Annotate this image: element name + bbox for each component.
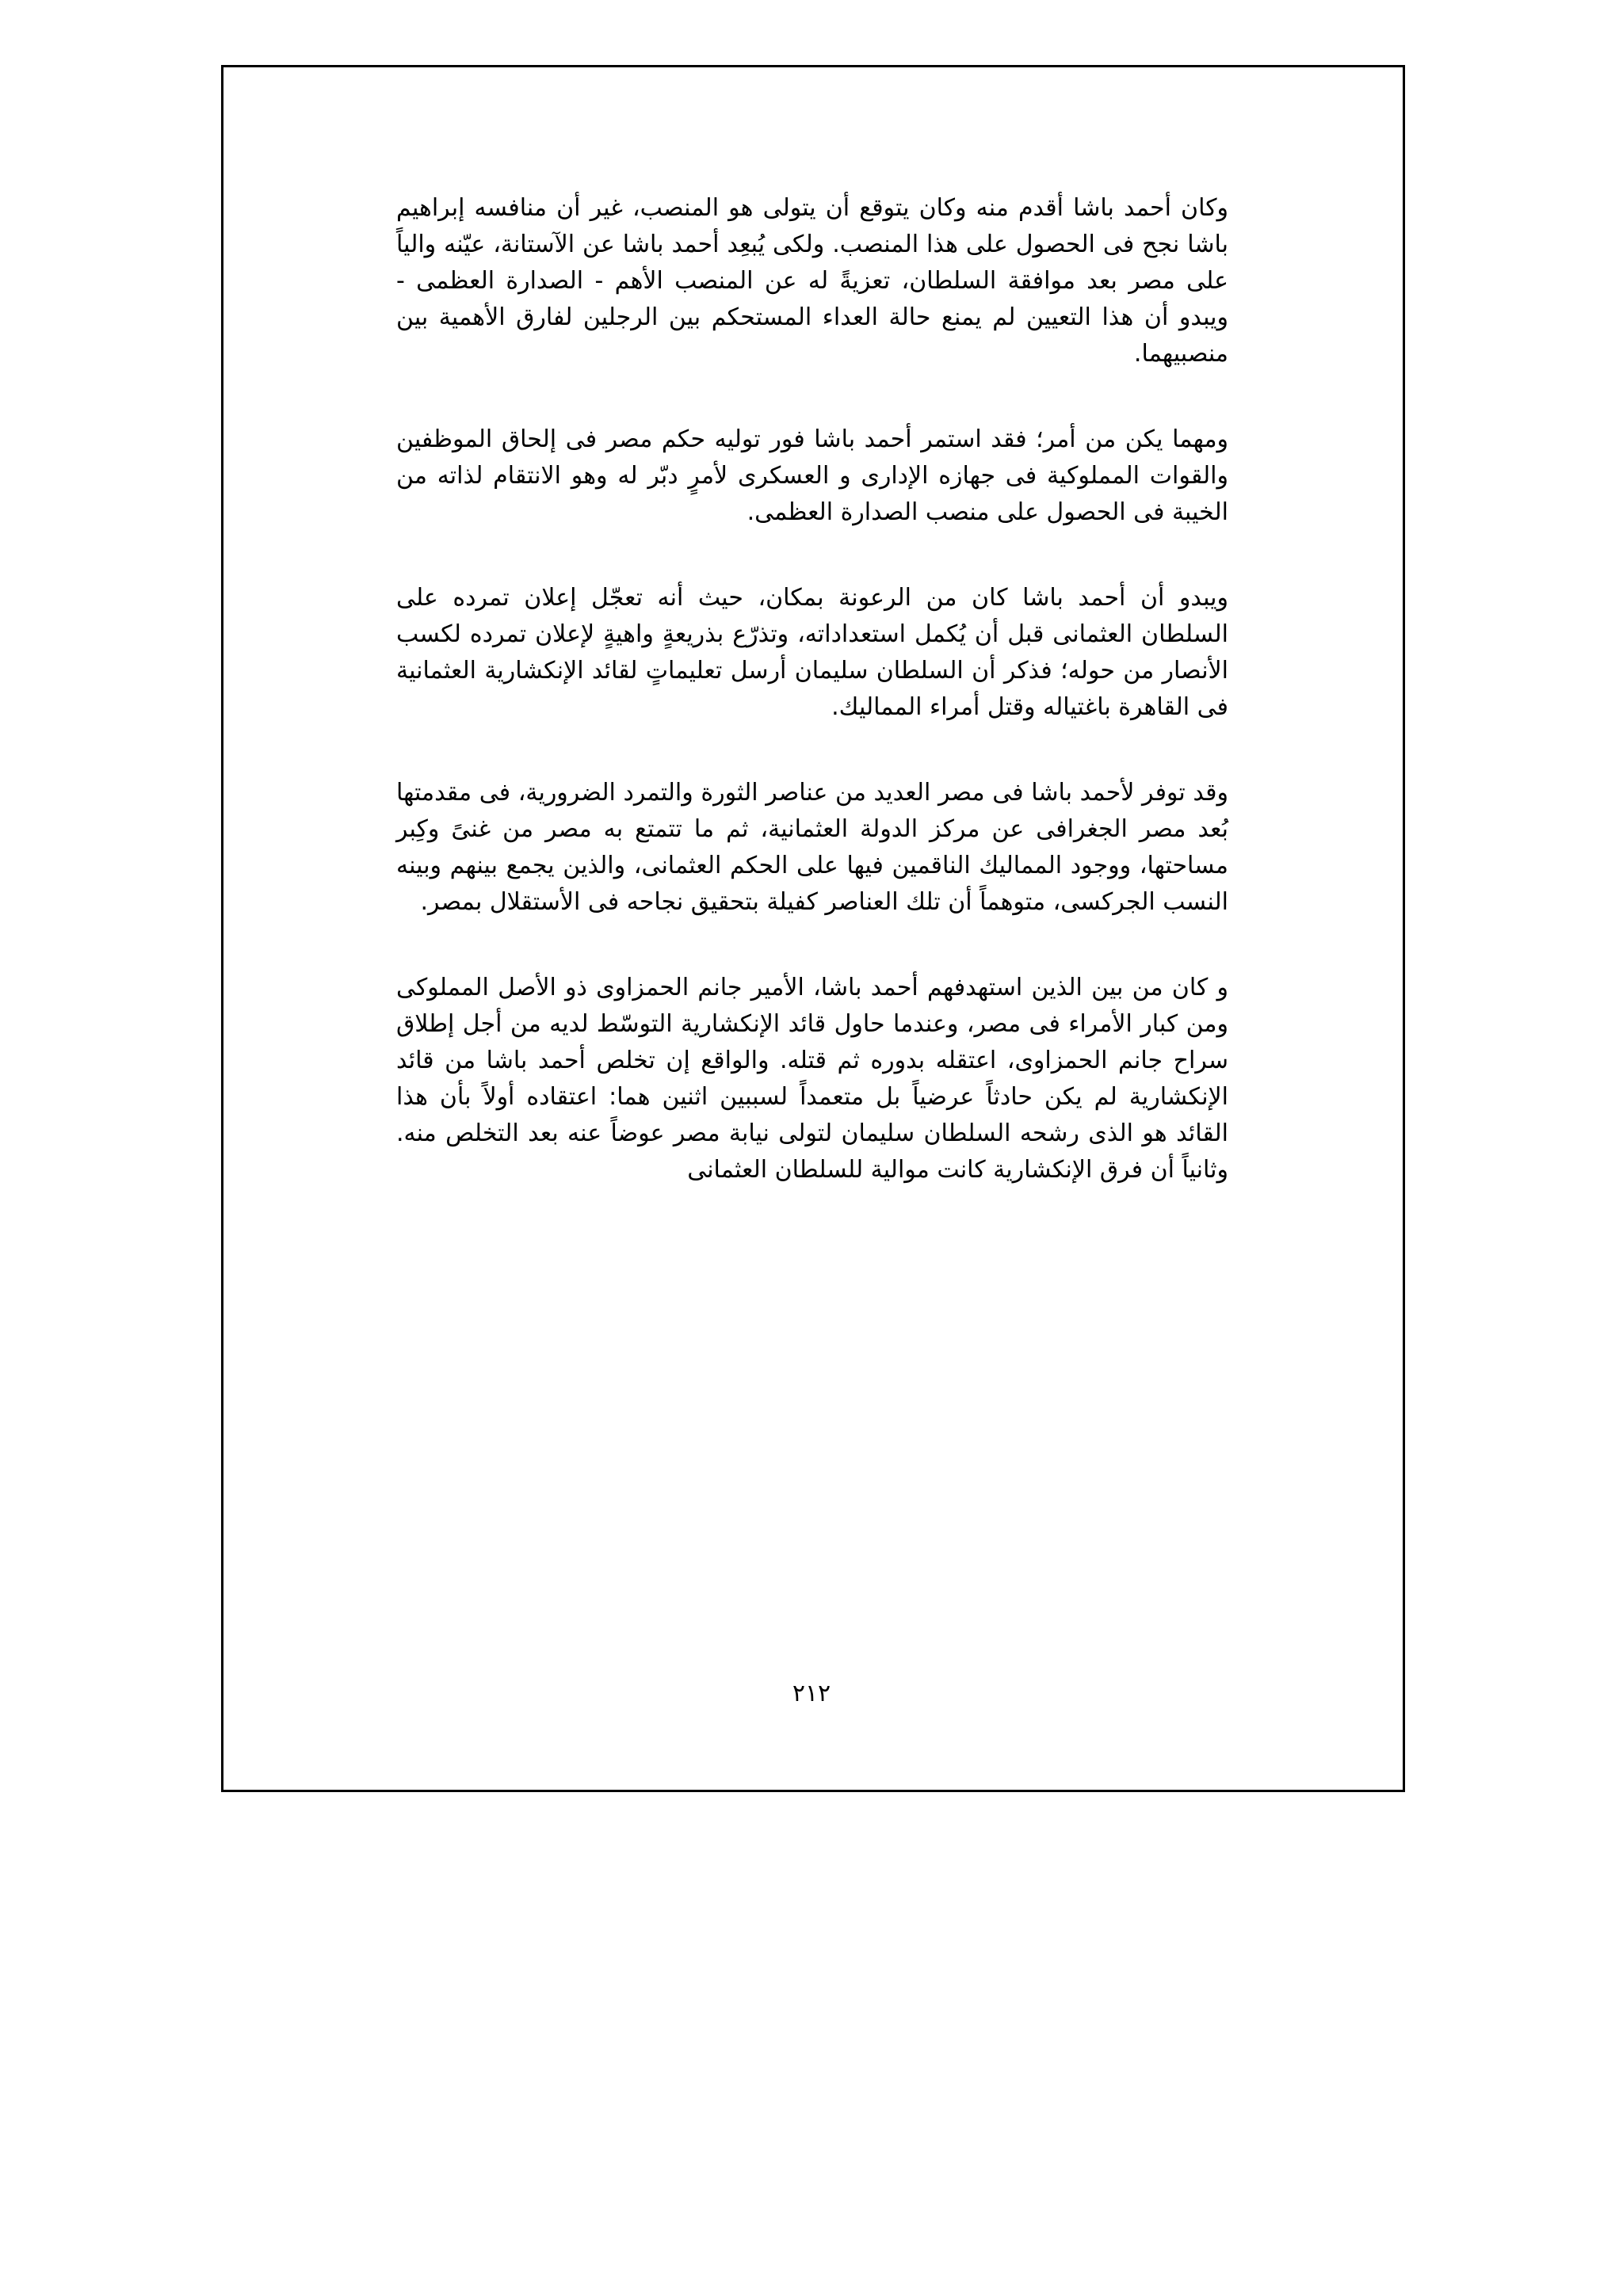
paragraph-2: ومهما يكن من أمر؛ فقد استمر أحمد باشا فور توليه حكم مصر فى إلحاق الموظفين والقوات المملوكية فى جهازه الإدارى و العسكرى لأمرٍ دبّر له وهو الانتقام لذاته من الخيبة فى الحصول على منصب الصدارة العظمى.: [396, 425, 1228, 526]
paragraph-5: و كان من بين الذين استهدفهم أحمد باشا، الأمير جانم الحمزاوى ذو الأصل المملوكى ومن كبار الأمراء فى مصر، وعندما حاول قائد الإنكشارية التوسّط لديه من أجل إطلاق سراح جانم الحمزاوى، اعتقله بدوره ثم قتله. والواقع إن تخلص أحمد باشا من قائد الإنكشارية لم يكن حادثاً عرضياً بل متعمداً لسببين اثنين هما: اعتقاده أولاً بأن هذا القائد هو الذى رشحه السلطان سليمان لتولى نيابة مصر عوضاً عنه بعد التخلص منه. وثانياً أن فرق الإنكشارية كانت موالية للسلطان العثمانى: [396, 974, 1228, 1184]
document-body: [396, 190, 1228, 1188]
paragraph-3: ويبدو أن أحمد باشا كان من الرعونة بمكان، حيث أنه تعجّل إعلان تمرده على السلطان العثمانى قبل أن يُكمل استعداداته، وتذرّع بذريعةٍ واهيةٍ لإعلان تمرده لكسب الأنصار من حوله؛ فذكر أن السلطان سليمان أرسل تعليماتٍ لقائد الإنكشارية العثمانية فى القاهرة باغتياله وقتل أمراء المماليك.: [396, 584, 1228, 721]
paragraph-4: وقد توفر لأحمد باشا فى مصر العديد من عناصر الثورة والتمرد الضرورية، فى مقدمتها بُعد مصر الجغرافى عن مركز الدولة العثمانية، ثم ما تتمتع به مصر من غنىً وكِبر مساحتها، ووجود المماليك الناقمين فيها على الحكم العثمانى، والذين يجمع بينهم وبينه النسب الجركسى، متوهماً أن تلك العناصر كفيلة بتحقيق نجاحه فى الأستقلال بمصر.: [396, 779, 1228, 916]
paragraph-1: وكان أحمد باشا أقدم منه وكان يتوقع أن يتولى هو المنصب، غير أن منافسه إبراهيم باشا نجح فى الحصول على هذا المنصب. ولكى يُبعِد أحمد باشا عن الآستانة، عيّنه والياً على مصر بعد موافقة السلطان، تعزيةً له عن المنصب الأهم - الصدارة العظمى - ويبدو أن هذا التعيين لم يمنع حالة العداء المستحكم بين الرجلين لفارق الأهمية بين منصبيهما.: [396, 194, 1228, 368]
page-number: ٢١٢: [792, 1680, 831, 1707]
